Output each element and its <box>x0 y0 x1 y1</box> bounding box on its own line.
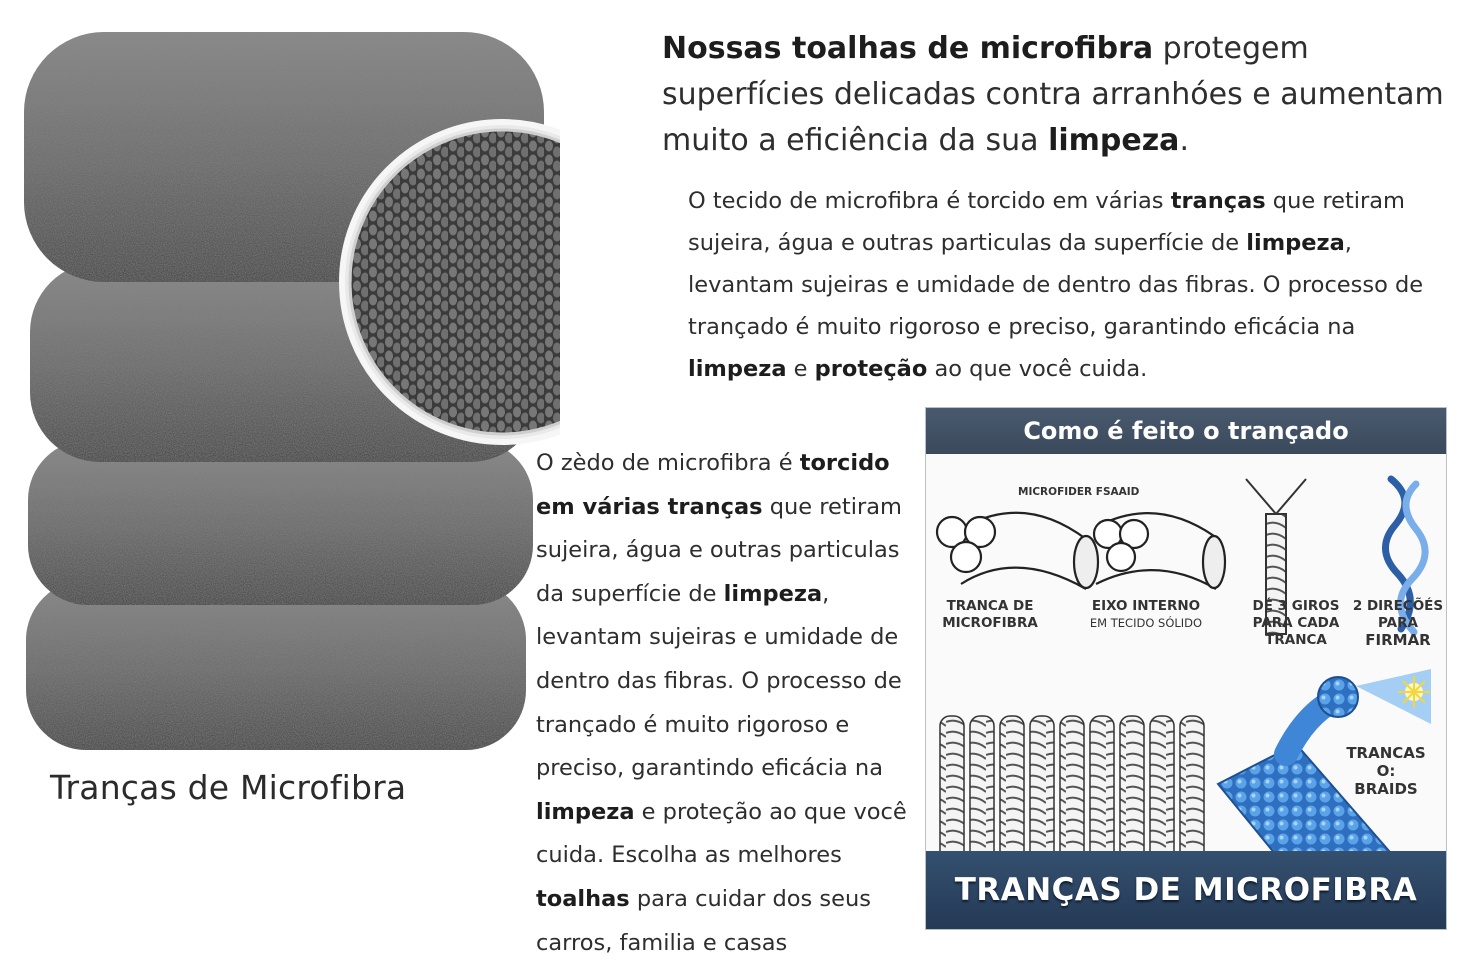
step-3-line-1: DÉ 3 GIROS <box>1252 598 1340 614</box>
description-paragraph-1 <box>688 180 1448 390</box>
microfiber-callout: MICROFIDER FSAAID <box>1018 486 1140 498</box>
headline-bold-end: limpeza <box>1048 123 1180 158</box>
step-1-label <box>934 598 1046 632</box>
para1-text-4: e <box>786 356 815 382</box>
step-1-line-1: TRANCA DE <box>946 598 1034 614</box>
description-paragraph-2 <box>536 442 926 965</box>
para2-text-5: para cuidar dos seus carros, familia e casas <box>536 885 871 956</box>
towel-fold-4 <box>26 580 526 750</box>
para2-text-3: , levantam sujeiras e umidade de dentro das fibras. O processo de trançado é muito rigoroso e preciso, garantindo eficácia na <box>536 580 902 782</box>
step-4-label <box>1348 598 1447 649</box>
towel-fold-3 <box>28 440 533 605</box>
towel-caption: Tranças de Microfibra <box>50 768 407 807</box>
para2-bold-3: limpeza <box>536 798 635 825</box>
para2-text-4: e proteção ao que você cuida. Escolha as melhores <box>536 798 907 869</box>
headline-period: . <box>1179 123 1189 158</box>
step-2-line-2: EM TECIDO SÓLIDO <box>1089 616 1203 630</box>
step-3-line-3: TRANCA <box>1265 632 1327 648</box>
panel-title: Como é feito o trançado <box>926 408 1446 454</box>
braiding-infographic-panel <box>925 407 1447 930</box>
headline-text: protegem superfícies delicadas contra arranhóes e aumentam muito a eficiência da sua <box>662 31 1444 158</box>
inner-axis-icon <box>1094 513 1225 589</box>
step-4-line-3: FIRMAR <box>1365 631 1431 649</box>
para1-bold-4: proteção <box>814 356 928 382</box>
para2-bold-2: limpeza <box>723 580 823 607</box>
braid-rope-bundle-icon <box>940 716 1204 854</box>
panel-footer: TRANÇAS DE MICROFIBRA <box>926 851 1446 929</box>
microfiber-braid-icon <box>937 513 1098 589</box>
headline-bold-lead: Nossas toalhas de microfibra <box>662 31 1154 66</box>
step-3-label <box>1236 598 1356 649</box>
para1-text-1: O tecido de microfibra é torcido em várias <box>688 188 1171 214</box>
step-1-line-2: MICROFIBRA <box>942 615 1038 631</box>
braids-line-1: TRANCAS <box>1346 744 1426 762</box>
step-2-label <box>1076 598 1216 632</box>
braids-label <box>1331 744 1441 798</box>
para2-text-2: que retiram sujeira, água e outras particulas da superfície de <box>536 493 902 607</box>
step-4-line-1: 2 DIRECÕÉS <box>1352 598 1444 614</box>
headline <box>662 26 1452 164</box>
para2-bold-1: torcido em várias tranças <box>536 450 890 520</box>
para1-text-5: ao que você cuida. <box>927 356 1148 382</box>
para2-text-1: O zèdo de microfibra é <box>536 450 800 476</box>
braids-line-2: O: <box>1376 762 1396 780</box>
para1-bold-3: limpeza <box>688 356 787 382</box>
braids-line-3: BRAIDS <box>1354 780 1418 798</box>
para1-text-2: que retiram sujeira, água e outras particulas da superfície de <box>688 188 1405 256</box>
step-4-line-2: PARA <box>1378 615 1418 631</box>
step-3-line-2: PARA CADA <box>1252 615 1340 631</box>
step-2-line-1: EIXO INTERNO <box>1091 598 1201 614</box>
para1-bold-1: tranças <box>1170 188 1266 214</box>
para2-bold-4: toalhas <box>536 885 630 912</box>
para1-bold-2: limpeza <box>1246 230 1345 256</box>
para1-text-3: , levantam sujeiras e umidade de dentro das fibras. O processo de trançado é muito rigoroso e preciso, garantindo eficácia na <box>688 230 1424 340</box>
towel-stack-image <box>0 0 560 760</box>
